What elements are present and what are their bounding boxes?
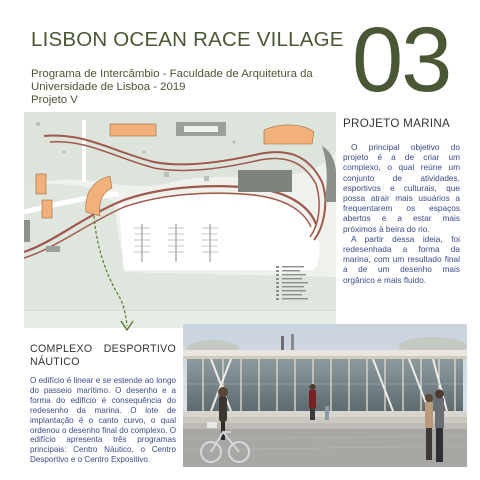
complex-description: O edifício é linear e se estende ao longo do passeio marítimo. O desenho e a forma do edifício é consequência do redesenho da marina. O lote de implantação é o canto curvo, o qual ordenou o desenho final do complexo. O edifício apresenta três programas principais: Centro Náutico, o Centro Desportivo e o Centro Expositivo.	[30, 376, 176, 465]
site-plan-image	[24, 112, 336, 328]
complex-heading	[30, 343, 176, 368]
complex-heading-line-2: NÁUTICO	[30, 355, 80, 368]
page-title: LISBON OCEAN RACE VILLAGE	[31, 28, 344, 51]
marina-heading: PROJETO MARINA	[343, 117, 451, 130]
subtitle-line-project: Projeto V	[31, 94, 78, 107]
complex-heading-line-1: COMPLEXO DESPORTIVO	[30, 343, 176, 355]
arrow-head-icon	[120, 320, 134, 332]
sheet-number: 03	[352, 9, 451, 111]
building-render-image	[183, 324, 467, 467]
marina-description	[343, 142, 460, 285]
marina-paragraph-1: O principal objetivo do projeto é a de criar um complexo, o qual reúne um conjunto de atividades, esportivos e culturais, que possa atrair mais usuários a frequentarem os espaços abertos e a estar mais próximos à beira do rio.	[343, 142, 460, 234]
subtitle-line-program: Programa de Intercâmbio - Faculdade de Arquitetura da	[31, 68, 313, 80]
page-subtitle	[31, 68, 351, 108]
subtitle-line-university: Universidade de Lisboa - 2019	[31, 81, 186, 94]
marina-paragraph-2: A partir dessa ideia, foi redesenhada a forma da marina, com um resultado final a de um desenho mais orgânico e mais fluido.	[343, 233, 460, 285]
